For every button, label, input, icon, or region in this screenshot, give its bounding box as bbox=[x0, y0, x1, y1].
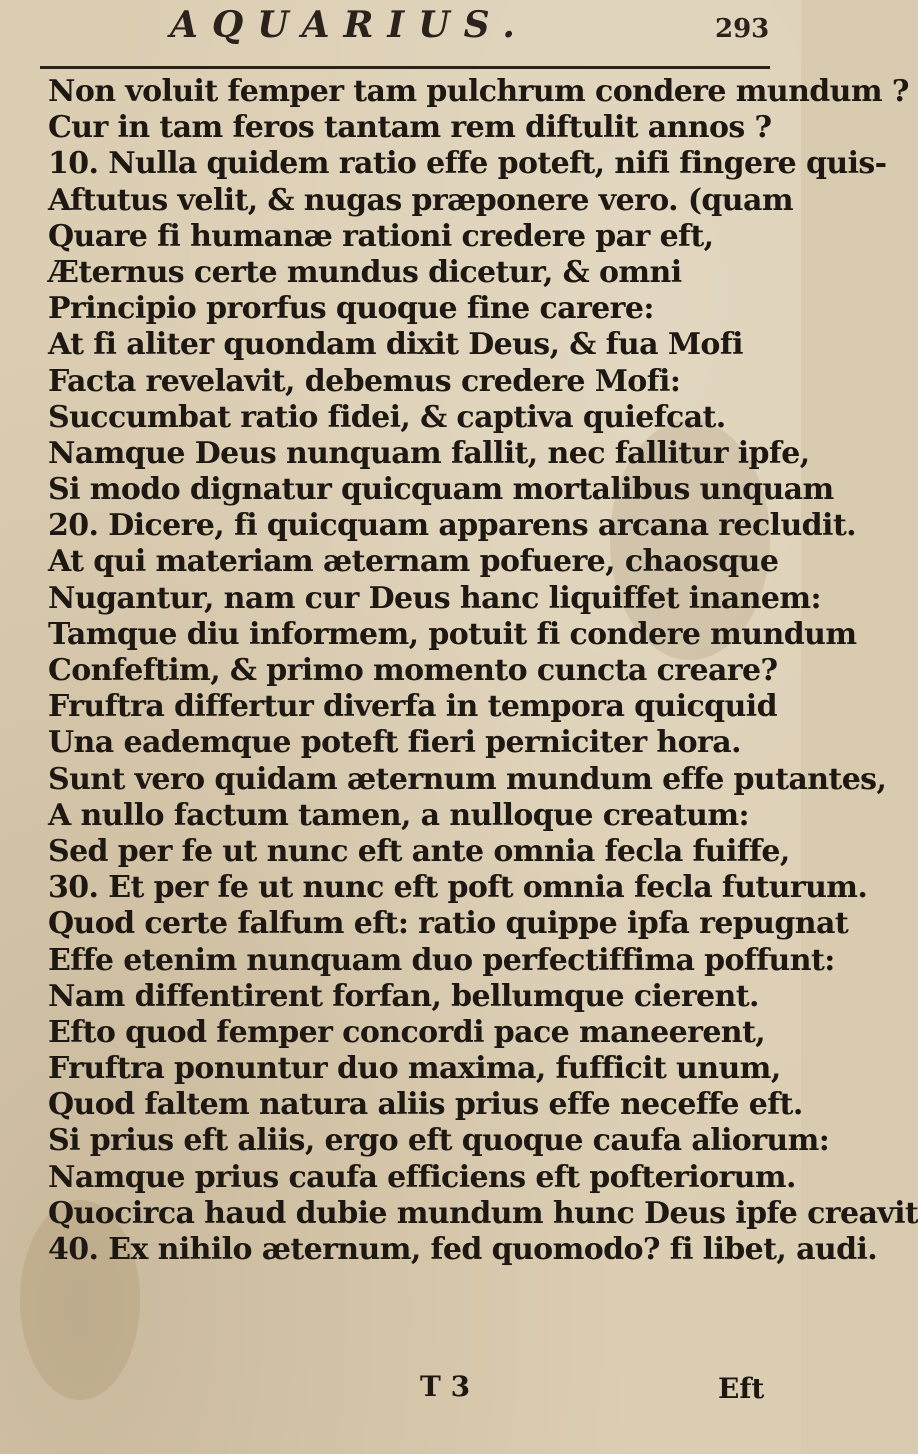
text-line: Facta revelavit, debemus credere Mofi: bbox=[48, 363, 681, 399]
signature-mark: T 3 bbox=[420, 1370, 471, 1403]
text-line: Confeftim, & primo momento cuncta creare? bbox=[48, 653, 778, 688]
text-line: Quod certe falfum eft: ratio quippe ipfa repugnat bbox=[48, 906, 849, 942]
text-line: Nugantur, nam cur Deus hanc liquiffet inanem: bbox=[48, 580, 821, 616]
text-line: Cur in tam feros tantam rem diftulit annos ? bbox=[48, 110, 772, 146]
text-line: Una eademque poteft fieri perniciter hora. bbox=[48, 725, 741, 761]
text-line: Si modo dignatur quicquam mortalibus unquam bbox=[48, 472, 834, 508]
text-line: At qui materiam æternam pofuere, chaosque bbox=[48, 544, 779, 580]
text-line: 30. Et per fe ut nunc eft poft omnia fecla futurum. bbox=[48, 870, 868, 906]
text-line: 40. Ex nihilo æternum, fed quomodo? fi libet, audi. bbox=[48, 1232, 878, 1267]
text-line: Fruftra ponuntur duo maxima, fufficit unum, bbox=[48, 1051, 781, 1087]
header-rule bbox=[40, 66, 770, 69]
text-line: Aftutus velit, & nugas præponere vero. (quam bbox=[48, 182, 794, 218]
text-line: Nam diffentirent forfan, bellumque cierent. bbox=[48, 978, 759, 1014]
text-line: Quod faltem natura aliis prius effe neceffe eft. bbox=[48, 1087, 803, 1123]
text-line: Succumbat ratio fidei, & captiva quiefcat. bbox=[48, 399, 726, 435]
page-number: 293 bbox=[715, 14, 770, 44]
text-line: Effe etenim nunquam duo perfectiffima poffunt: bbox=[48, 942, 835, 978]
text-line: Tamque diu informem, potuit fi condere mundum bbox=[48, 616, 857, 652]
catchword: Eft bbox=[718, 1372, 765, 1405]
text-line: Quare fi humanæ rationi credere par eft, bbox=[48, 218, 714, 254]
text-line: Namque prius caufa efficiens eft pofteriorum. bbox=[48, 1159, 796, 1195]
text-line: Quocirca haud dubie mundum hunc Deus ipfe creavit bbox=[48, 1195, 918, 1231]
text-line: Namque Deus nunquam fallit, nec fallitur ipfe, bbox=[48, 435, 810, 471]
text-line: Principio prorfus quoque fine carere: bbox=[48, 291, 654, 327]
text-line: Si prius eft aliis, ergo eft quoque caufa aliorum: bbox=[48, 1123, 830, 1159]
poem-text bbox=[48, 74, 918, 1268]
text-line: Sed per fe ut nunc eft ante omnia fecla fuiffe, bbox=[48, 833, 790, 869]
text-line: A nullo factum tamen, a nulloque creatum: bbox=[48, 797, 749, 833]
running-head: AQUARIUS. bbox=[170, 4, 529, 46]
text-line: 10. Nulla quidem ratio effe poteft, nifi fingere quis- bbox=[48, 146, 887, 182]
text-line: At fi aliter quondam dixit Deus, & fua Mofi bbox=[48, 327, 743, 363]
text-line: 20. Dicere, fi quicquam apparens arcana recludit. bbox=[48, 508, 856, 544]
text-line: Non voluit femper tam pulchrum condere mundum ? bbox=[48, 74, 909, 109]
text-line: Fruftra differtur diverfa in tempora quicquid bbox=[48, 689, 777, 725]
text-line: Efto quod femper concordi pace maneerent, bbox=[48, 1014, 766, 1050]
text-line: Sunt vero quidam æternum mundum effe putantes, bbox=[48, 761, 887, 797]
page-header bbox=[0, 0, 801, 60]
text-line: Æternus certe mundus dicetur, & omni bbox=[48, 254, 682, 290]
